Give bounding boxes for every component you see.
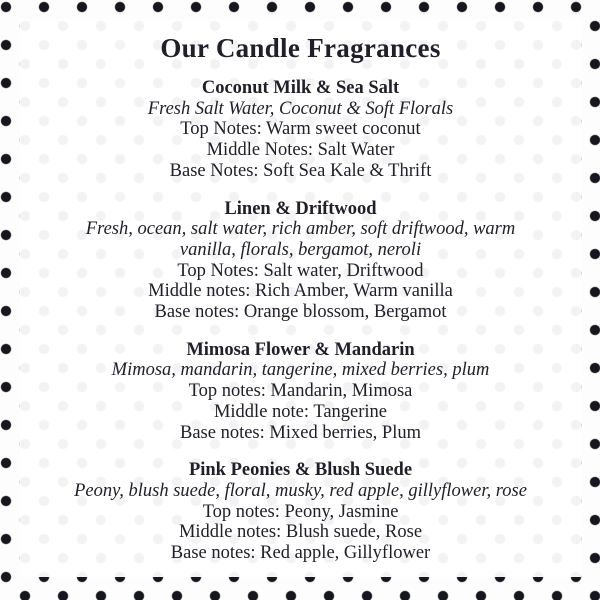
fragrance-name: Mimosa Flower & Mandarin	[186, 339, 415, 360]
fragrance-top-notes: Top Notes: Warm sweet coconut	[180, 119, 421, 140]
fragrance-top-notes: Top notes: Mandarin, Mimosa	[188, 381, 413, 402]
fragrance-description: Mimosa, mandarin, tangerine, mixed berries, plum	[111, 360, 490, 381]
fragrance-section-mimosa-mandarin	[20, 340, 581, 444]
fragrance-middle-notes: Middle notes: Blush suede, Rose	[178, 522, 423, 543]
fragrance-description: Fresh Salt Water, Coconut & Soft Florals	[147, 98, 454, 119]
fragrance-section-linen-driftwood	[20, 199, 581, 323]
fragrance-section-pink-peonies	[20, 460, 581, 564]
fragrance-base-notes: Base notes: Red apple, Gillyflower	[170, 543, 431, 564]
fragrance-card-content	[20, 31, 581, 589]
fragrance-base-notes: Base Notes: Soft Sea Kale & Thrift	[169, 160, 432, 181]
fragrance-middle-notes: Middle note: Tangerine	[213, 401, 388, 422]
page-title: Our Candle Fragrances	[160, 33, 441, 63]
fragrance-base-notes: Base notes: Orange blossom, Bergamot	[154, 302, 447, 323]
fragrance-base-notes: Base notes: Mixed berries, Plum	[180, 422, 421, 443]
fragrance-section-coconut-milk	[20, 78, 581, 182]
fragrance-middle-notes: Middle notes: Rich Amber, Warm vanilla	[148, 281, 453, 302]
fragrance-top-notes: Top Notes: Salt water, Driftwood	[177, 260, 424, 281]
fragrance-name: Coconut Milk & Sea Salt	[201, 78, 400, 98]
fragrance-name: Pink Peonies & Blush Suede	[188, 460, 413, 481]
fragrance-description: Peony, blush suede, floral, musky, red apple, gillyflower, rose	[74, 480, 527, 501]
fragrance-middle-notes: Middle Notes: Salt Water	[206, 140, 395, 161]
fragrance-name: Linen & Driftwood	[224, 198, 377, 219]
fragrance-description: Fresh, ocean, salt water, rich amber, soft driftwood, warm vanilla, florals, bergamot, neroli	[85, 219, 516, 260]
fragrance-card	[20, 19, 581, 577]
fragrance-top-notes: Top notes: Peony, Jasmine	[202, 501, 399, 522]
